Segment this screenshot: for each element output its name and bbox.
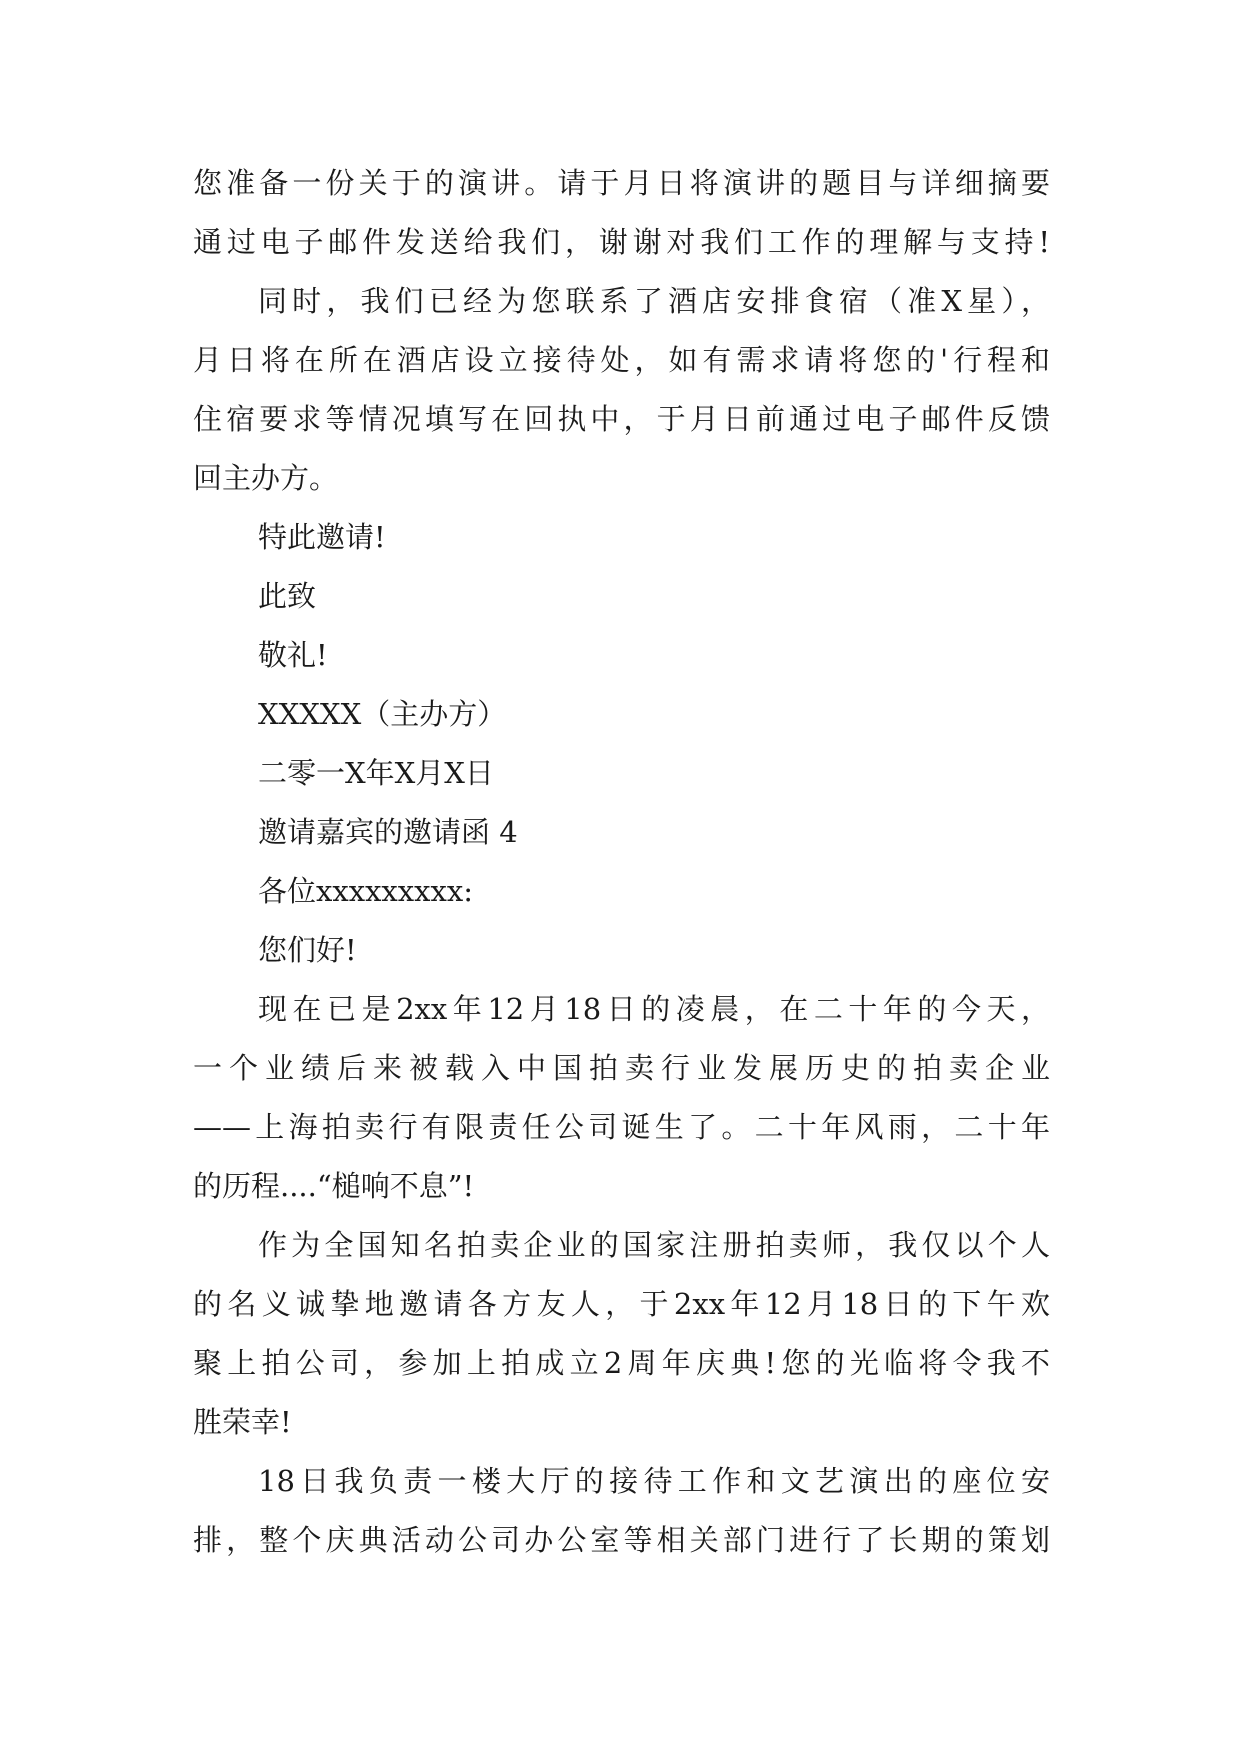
closing-invitation: 特此邀请! [258,520,386,554]
body-text-line: 回主办方。 [193,461,339,495]
body-text-line: 月日将在所在酒店设立接待处，如有需求请将您的'行程和 [193,343,1050,377]
salutation-jingli: 敬礼! [258,638,328,672]
paragraph-first-line: 现在已是2xx年12月18日的凌晨，在二十年的今天， [258,992,1050,1026]
section-heading: 邀请嘉宾的邀请函 4 [258,815,518,849]
letter-date: 二零一X年X月X日 [258,756,494,790]
body-text-line: 的历程....“槌响不息”! [193,1169,475,1203]
body-text-line: 您准备一份关于的演讲。请于月日将演讲的题目与详细摘要 [193,166,1050,200]
paragraph-first-line: 同时，我们已经为您联系了酒店安排食宿（准X星）， [258,284,1050,318]
body-text-line: ——上海拍卖行有限责任公司诞生了。二十年风雨，二十年 [193,1110,1050,1144]
paragraph-first-line: 18日我负责一楼大厅的接待工作和文艺演出的座位安 [258,1464,1050,1498]
greeting-line: 您们好! [258,933,357,967]
body-text-line: 的名义诚挚地邀请各方友人，于2xx年12月18日的下午欢 [193,1287,1050,1321]
body-text-line: 通过电子邮件发送给我们，谢谢对我们工作的理解与支持! [193,225,1050,259]
body-text-line: 住宿要求等情况填写在回执中，于月日前通过电子邮件反馈 [193,402,1050,436]
body-text-line: 排，整个庆典活动公司办公室等相关部门进行了长期的策划 [193,1523,1050,1557]
body-text-line: 一个业绩后来被载入中国拍卖行业发展历史的拍卖企业 [193,1051,1050,1085]
recipient-greeting: 各位xxxxxxxxx: [258,874,473,908]
body-text-line: 聚上拍公司，参加上拍成立2周年庆典!您的光临将令我不 [193,1346,1050,1380]
body-text-line: 胜荣幸! [193,1405,292,1439]
salutation-cizhi: 此致 [258,579,317,613]
paragraph-first-line: 作为全国知名拍卖企业的国家注册拍卖师，我仅以个人 [258,1228,1050,1262]
sender-name: XXXXX（主办方） [258,697,507,731]
